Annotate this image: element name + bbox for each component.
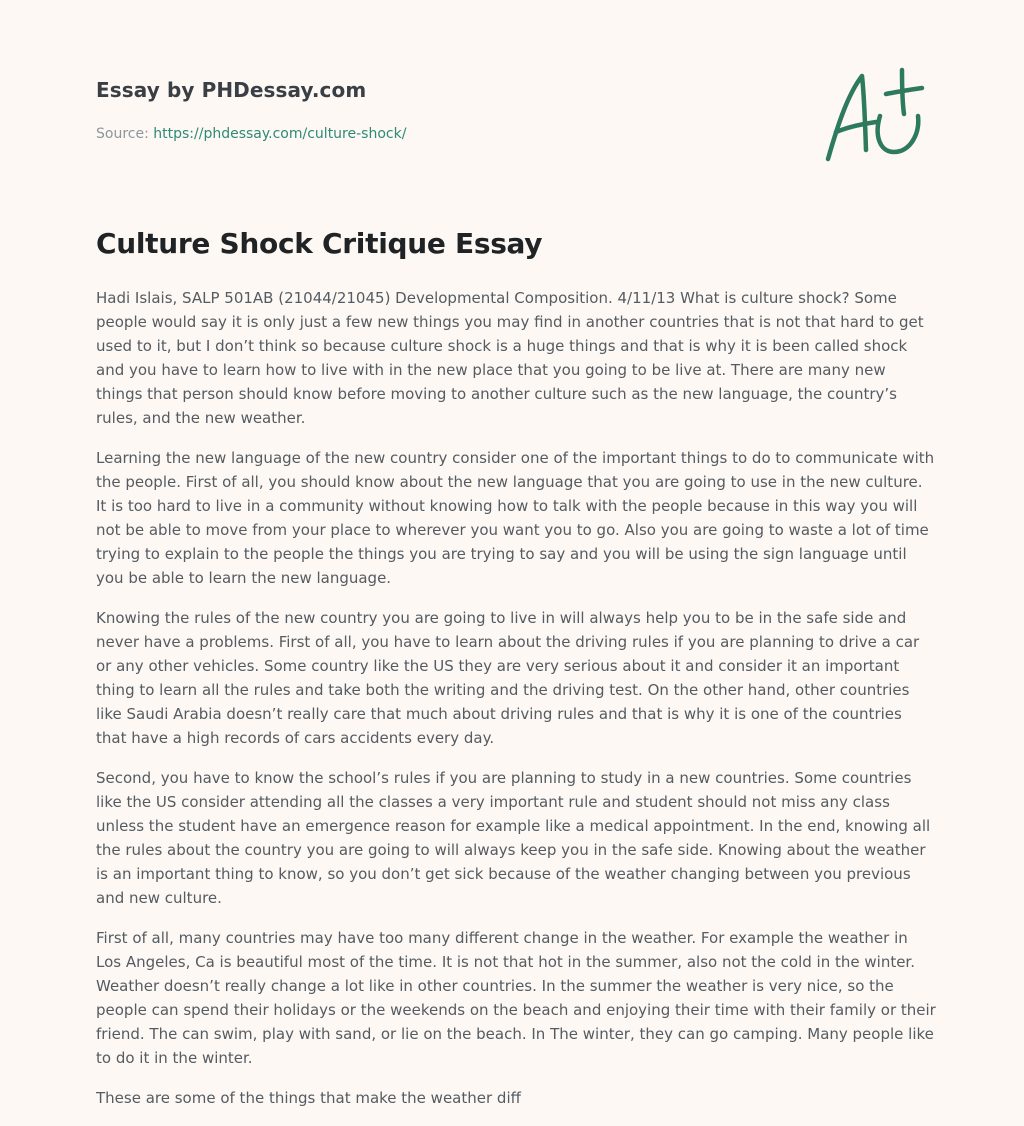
paragraph: First of all, many countries may have too many different change in the weather. For example the weather in Los Angeles, Ca is beautiful most of the time. It is not that hot in the summer, also not the cold in the winter. Weather doesn’t really change a lot like in other countries. In the summer the weather is very nice, so the people can spend their holidays or the weekends on the beach and enjoying their time with their family or their friend. The can swim, play with sand, or lie on the beach. In The winter, they can go camping. Many people like to do it in the winter. (96, 929, 936, 1067)
paragraph: Hadi Islais, SALP 501AB (21044/21045) Developmental Composition. 4/11/13 What is culture shock? Some people would say it is only just a few new things you may find in another countries that is not that hard to get used to it, but I don’t think so because culture shock is a huge things and that is why it is been called shock and you have to learn how to live with in the new place that you going to be live at. There are many new things that person should know before moving to another culture such as the new language, the country’s rules, and the new weather. (96, 289, 924, 427)
paragraph: Second, you have to know the school’s rules if you are planning to study in a new countries. Some countries like the US consider attending all the classes a very important rule and student should not miss any class unless the student have an emergence reason for example like a medical appointment. In the end, knowing all the rules about the country you are going to will always keep you in the safe side. Knowing about the weather is an important thing to know, so you don’t get sick because of the weather changing between you previous and new culture. (96, 769, 931, 907)
page-title: Culture Shock Critique Essay (96, 227, 543, 260)
source-label: Source: (96, 126, 149, 142)
document-header (96, 76, 696, 144)
brand-title: Essay by PHDessay.com (96, 78, 367, 102)
essay-body (96, 286, 936, 1126)
paragraph: Knowing the rules of the new country you are going to live in will always help you to be in the safe side and never have a problems. First of all, you have to learn about the driving rules if you are planning to drive a car or any other vehicles. Some country like the US they are very serious about it and consider it an important thing to learn all the rules and take both the writing and the driving test. On the other hand, other countries like Saudi Arabia doesn’t really care that much about driving rules and that is why it is one of the countries that have a high records of cars accidents every day. (96, 609, 920, 747)
paragraph: Learning the new language of the new country consider one of the important things to do to communicate with the people. First of all, you should know about the new language that you are going to use in the new culture. It is too hard to live in a community without knowing how to talk with the people because in this way you will not be able to move from your place to wherever you want you to go. Also you are going to waste a lot of time trying to explain to the people the things you are trying to say and you will be using the sign language until you be able to learn the new language. (96, 449, 935, 587)
source-line (96, 124, 696, 144)
a-plus-grade-icon (818, 64, 930, 168)
paragraph: These are some of the things that make the weather diff (96, 1089, 521, 1107)
source-link[interactable]: https://phdessay.com/culture-shock/ (153, 126, 407, 142)
